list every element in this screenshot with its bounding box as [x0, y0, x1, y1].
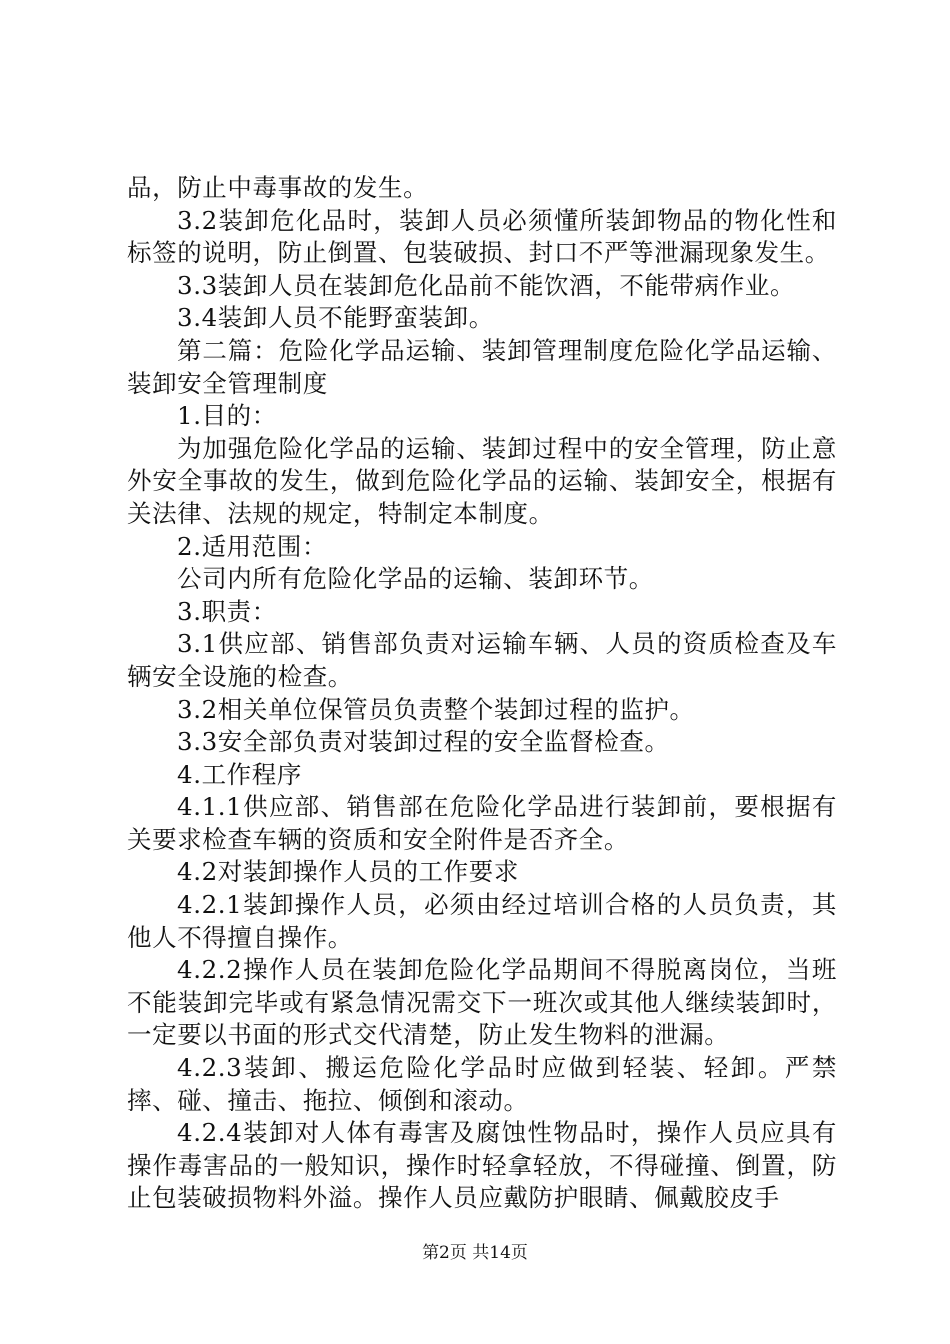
paragraph: 3.2相关单位保管员负责整个装卸过程的监护。 — [177, 694, 695, 724]
paragraph: 4.2.3装卸、搬运危险化学品时应做到轻装、轻卸。严禁摔、碰、撞击、拖拉、倾倒和滚动。 — [127, 1053, 837, 1115]
paragraph: 3.4装卸人员不能野蛮装卸。 — [177, 303, 494, 333]
document-body — [127, 172, 837, 1215]
paragraph: 为加强危险化学品的运输、装卸过程中的安全管理，防止意外安全事故的发生，做到危险化学品的运输、装卸安全，根据有关法律、法规的规定，特制定本制度。 — [127, 433, 837, 528]
subsection-heading: 3.职责： — [177, 596, 277, 626]
subsection-heading: 4.2对装卸操作人员的工作要求 — [177, 857, 519, 887]
paragraph: 3.3装卸人员在装卸危化品前不能饮酒，不能带病作业。 — [177, 270, 796, 300]
page-footer — [0, 1242, 950, 1264]
page-number-label: 第2页 共14页 — [422, 1243, 528, 1263]
subsection-heading: 2.适用范围： — [177, 531, 328, 561]
paragraph: 品，防止中毒事故的发生。 — [127, 173, 429, 202]
subsection-heading: 1.目的： — [177, 401, 277, 431]
paragraph: 4.1.1供应部、销售部在危险化学品进行装卸前，要根据有关要求检查车辆的资质和安全附件是否齐全。 — [127, 792, 837, 854]
paragraph: 公司内所有危险化学品的运输、装卸环节。 — [177, 564, 654, 594]
subsection-heading: 4.工作程序 — [177, 759, 302, 789]
paragraph: 3.2装卸危化品时，装卸人员必须懂所装卸物品的物化性和标签的说明，防止倒置、包装破损、封口不严等泄漏现象发生。 — [127, 205, 837, 268]
paragraph: 4.2.2操作人员在装卸危险化学品期间不得脱离岗位，当班不能装卸完毕或有紧急情况需交下一班次或其他人继续装卸时，一定要以书面的形式交代清楚，防止发生物料的泄漏。 — [127, 955, 837, 1050]
paragraph: 3.3安全部负责对装卸过程的安全监督检查。 — [177, 727, 670, 757]
section-heading: 第二篇：危险化学品运输、装卸管理制度危险化学品运输、装卸安全管理制度 — [127, 335, 837, 398]
paragraph: 4.2.1装卸操作人员，必须由经过培训合格的人员负责，其他人不得擅自操作。 — [127, 890, 837, 952]
paragraph: 4.2.4装卸对人体有毒害及腐蚀性物品时，操作人员应具有操作毒害品的一般知识，操作时轻拿轻放，不得碰撞、倒置，防止包装破损物料外溢。操作人员应戴防护眼睛、佩戴胶皮手 — [127, 1118, 837, 1213]
paragraph: 3.1供应部、销售部负责对运输车辆、人员的资质检查及车辆安全设施的检查。 — [127, 629, 837, 691]
